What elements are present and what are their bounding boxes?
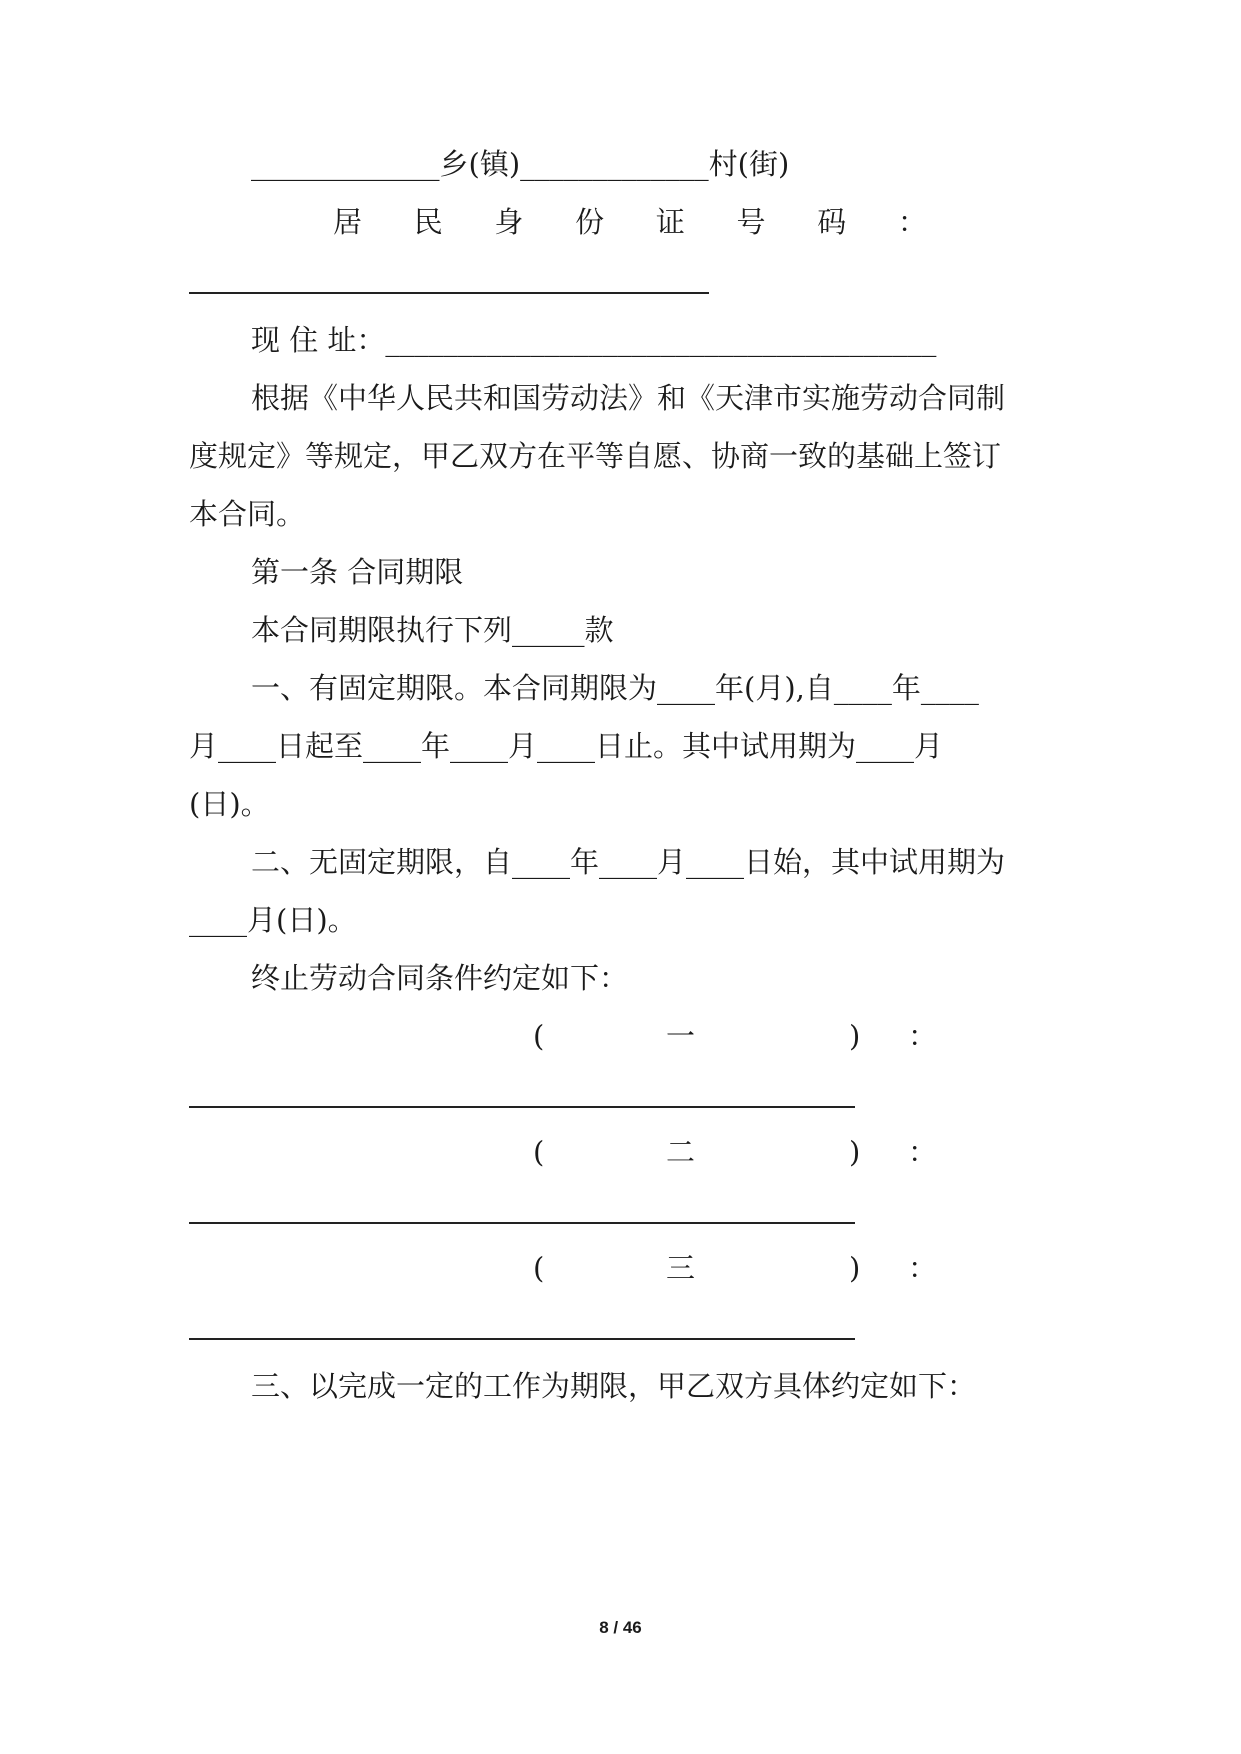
id-label-char: 份: [575, 205, 605, 239]
id-label-char: 身: [494, 205, 524, 239]
clause-line: 月____日起至____年____月____日止。其中试用期为____月: [189, 729, 944, 763]
item-colon: ：: [908, 1135, 938, 1169]
preamble-line: 根据《中华人民共和国劳动法》和《天津市实施劳动合同制: [251, 381, 1006, 415]
town-village-line: _____________乡(镇)_____________村(街): [251, 147, 790, 181]
current-address-line: 现 住 址：______________________________________: [251, 323, 937, 357]
id-label-char: 号: [736, 205, 766, 239]
id-number-label: [333, 202, 927, 242]
article-select-line: 本合同期限执行下列_____款: [251, 613, 614, 647]
termination-intro: 终止劳动合同条件约定如下：: [251, 961, 629, 995]
id-label-char: 民: [413, 205, 443, 239]
clause-line: (日)。: [189, 787, 270, 821]
preamble-line: 本合同。: [189, 497, 306, 531]
id-label-char: ：: [897, 205, 927, 239]
paren-close: ): [849, 1251, 861, 1285]
paren-open: (: [533, 1135, 545, 1169]
clause-line: 一、有固定期限。本合同期限为____年(月),自____年____: [251, 671, 979, 705]
paren-open: (: [533, 1019, 545, 1053]
clause-line: 二、无固定期限，自____年____月____日始，其中试用期为: [251, 845, 1006, 879]
paren-close: ): [849, 1135, 861, 1169]
paren-open: (: [533, 1251, 545, 1285]
item-number: 二: [666, 1135, 696, 1169]
item-colon: ：: [908, 1019, 938, 1053]
article-title: 第一条 合同期限: [251, 555, 464, 589]
clause-line: ____月(日)。: [189, 903, 357, 937]
id-label-char: 证: [655, 205, 685, 239]
preamble-line: 度规定》等规定，甲乙双方在平等自愿、协商一致的基础上签订: [189, 439, 1002, 473]
clause-line: 三、以完成一定的工作为期限，甲乙双方具体约定如下：: [251, 1369, 977, 1403]
page-number: 8 / 46: [599, 1618, 642, 1637]
item-number: 一: [666, 1019, 696, 1053]
id-label-char: 居: [333, 205, 363, 239]
paren-close: ): [849, 1019, 861, 1053]
id-number-blank: [189, 292, 709, 294]
id-label-char: 码: [817, 205, 847, 239]
termination-item-blank: [189, 1338, 855, 1340]
item-number: 三: [666, 1251, 696, 1285]
termination-item-blank: [189, 1106, 855, 1108]
item-colon: ：: [908, 1251, 938, 1285]
termination-item-blank: [189, 1222, 855, 1224]
